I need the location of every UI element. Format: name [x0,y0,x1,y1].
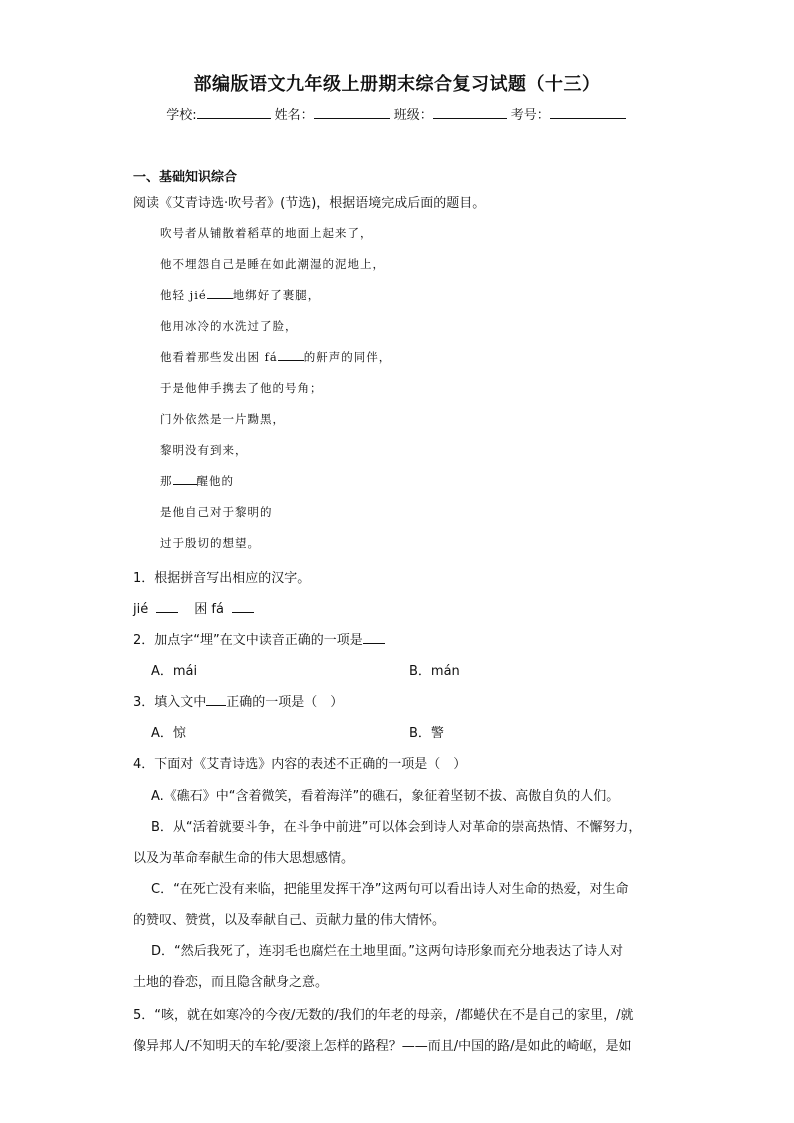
class-blank[interactable] [433,105,507,119]
question-3-text-a: 3．填入文中 [133,695,207,710]
student-info-line [0,104,794,123]
class-label: 班级： [393,108,433,123]
poem-line-5-part-b: 的鼾声的同伴， [303,350,392,364]
school-label: 学校: [166,108,197,123]
question-5-line-1: 5．“咳，就在如寒冷的今夜/无数的/我们的年老的母亲，/都蜷伏在不是自己的家里，/就 [133,1008,634,1023]
question-2-text: 2．加点字“埋”在文中读音正确的一项是 [133,633,363,648]
question-2-stem [133,629,385,648]
poem-line-9-part-b: 醒他的 [196,474,234,488]
poem-line-9 [160,473,234,489]
question-3-stem [133,691,343,710]
q2-option-b[interactable]: B．mán [409,664,460,679]
page-title: 部编版语文九年级上册期末综合复习试题（十三） [193,74,601,95]
reading-intro: 阅读《艾青诗选·吹号者》(节选)，根据语境完成后面的题目。 [133,196,486,211]
poem-line-10: 是他自己对于黎明的 [160,505,273,519]
exam-no-label: 考号： [510,108,550,123]
q4-option-d-line-2: 土地的眷恋，而且隐含献身之意。 [133,975,329,990]
q3-inline-blank [206,694,226,706]
exam-no-blank[interactable] [550,105,626,119]
school-blank[interactable] [197,105,271,119]
q3-option-b[interactable]: B．警 [409,726,444,741]
poem-line-8: 黎明没有到来， [160,443,248,457]
q4-option-a[interactable]: A.《礁石》中“含着微笑，看着海洋”的礁石，象征着坚韧不拔、高傲自负的人们。 [151,789,620,804]
poem-line-9-part-a: 那 [160,474,173,488]
q1-fa-label: 困 fá [194,602,224,617]
question-1-answers [133,598,254,617]
poem-line-1: 吹号者从铺散着稻草的地面上起来了， [160,226,373,240]
q4-option-d-line-1[interactable]: D．“然后我死了，连羽毛也腐烂在土地里面。”这两句诗形象而充分地表达了诗人对 [151,944,623,959]
poem-line-5-part-a: 他看着那些发出困 fá [160,350,278,364]
poem-line-4: 他用冰冷的水洗过了脸， [160,319,298,333]
q4-option-b-line-1[interactable]: B．从“活着就要斗争，在斗争中前进”可以体会到诗人对革命的崇高热情、不懈努力， [151,820,642,835]
question-3-text-b: 正确的一项是（ ） [226,695,344,710]
name-label: 姓名： [274,108,314,123]
q4-option-c-line-2: 的赞叹、赞赏，以及奉献自己、贡献力量的伟大情怀。 [133,913,446,928]
poem-line-7: 门外依然是一片黝黑， [160,412,285,426]
pinyin-blank-jie[interactable] [207,287,233,299]
poem-line-3-part-b: 地绑好了裹腿， [232,288,321,302]
q1-jie-label: jié [133,602,149,617]
section-heading: 一、基础知识综合 [133,170,238,185]
question-5-line-2: 像异邦人/不知明天的车轮/要滚上怎样的路程？——而且/中国的路/是如此的崎岖，是如 [133,1039,632,1054]
q2-answer-blank[interactable] [363,632,385,644]
poem-line-5 [160,349,391,365]
q1-jie-answer-blank[interactable] [156,601,178,613]
q1-fa-answer-blank[interactable] [232,601,254,613]
pinyin-blank-fa[interactable] [278,349,304,361]
q3-option-a[interactable]: A．惊 [151,726,186,741]
poem-line-11: 过于殷切的想望。 [160,536,260,550]
q4-option-b-line-2: 以及为革命奉献生命的伟大思想感情。 [133,851,355,866]
poem-line-6: 于是他伸手携去了他的号角； [160,381,323,395]
question-4-stem: 4．下面对《艾青诗选》内容的表述不正确的一项是（ ） [133,757,467,772]
fill-blank-word[interactable] [173,473,197,485]
name-blank[interactable] [314,105,390,119]
poem-line-3-part-a: 他轻 jié [160,288,207,302]
q2-option-a[interactable]: A．mái [151,664,198,679]
question-1-stem: 1．根据拼音写出相应的汉字。 [133,571,311,586]
poem-line-3 [160,287,320,303]
q4-option-c-line-1[interactable]: C．“在死亡没有来临，把能里发挥干净”这两句可以看出诗人对生命的热爱，对生命 [151,882,629,897]
poem-line-2: 他不埋怨自己是睡在如此潮湿的泥地上， [160,257,385,271]
